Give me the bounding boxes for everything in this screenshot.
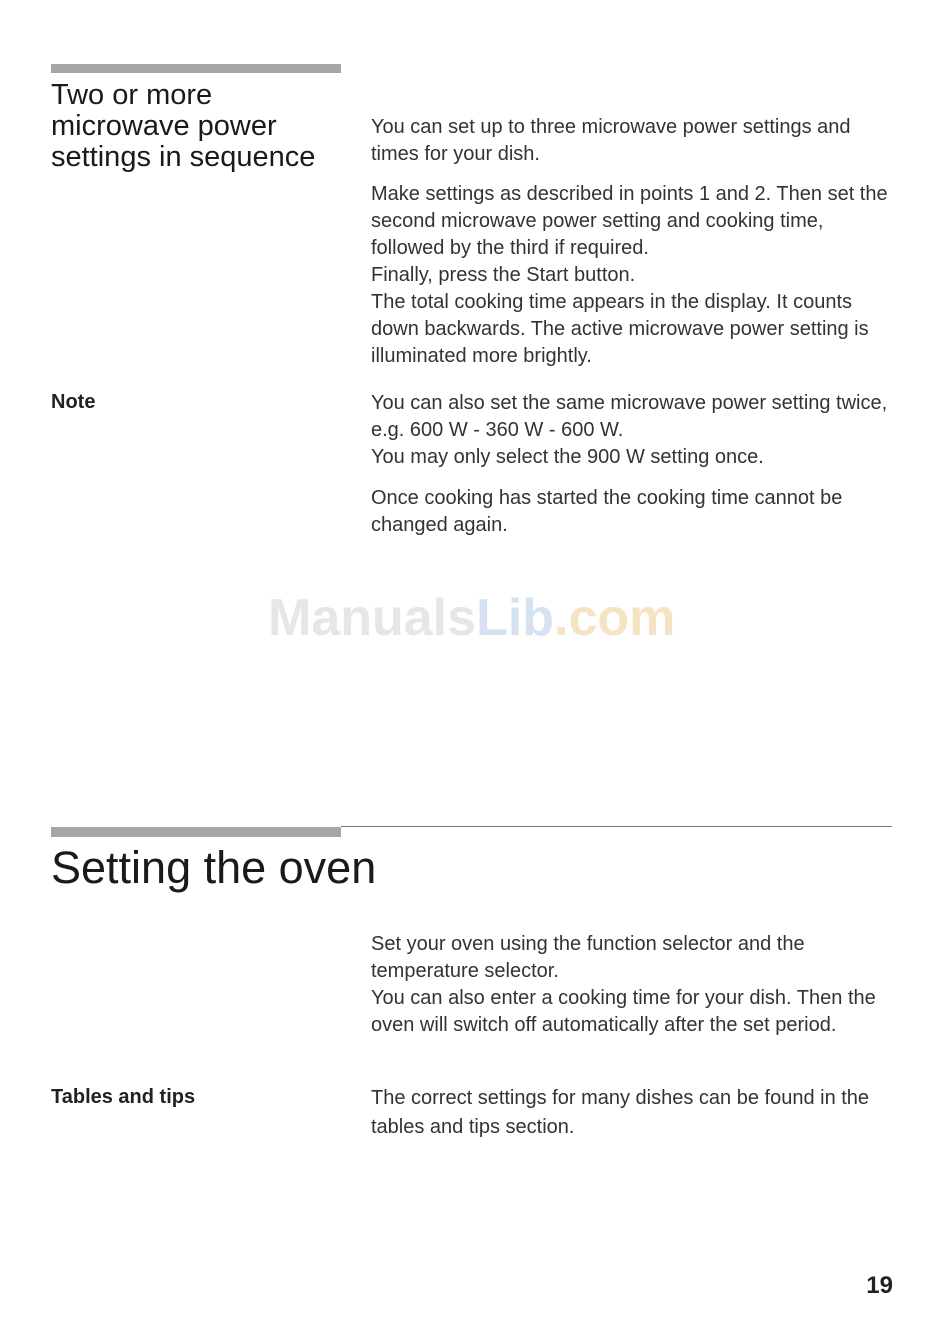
paragraph: The total cooking time appears in the display. It counts down backwards. The active microwave power setting is illuminated more brightly. (371, 291, 869, 367)
paragraph: You can set up to three microwave power settings and times for your dish. (371, 116, 851, 165)
paragraph: You may only select the 900 W setting once. (371, 446, 764, 468)
section-bar-top (51, 64, 341, 73)
paragraph: The correct settings for many dishes can be found in the tables and tips section. (371, 1087, 870, 1138)
section-heading-microwave-sequence: Two or more microwave power settings in sequence (51, 79, 316, 173)
section-body-microwave-sequence (371, 114, 896, 370)
page-number: 19 (866, 1272, 893, 1299)
section-rule-oven (341, 826, 892, 827)
paragraph: Make settings as described in points 1 and 2. Then set the second microwave power setting and cooking time, followed by the third if required. (371, 183, 888, 259)
tables-tips-body (371, 1084, 896, 1142)
note-label: Note (51, 391, 96, 413)
section-bar-oven (51, 827, 341, 837)
watermark-part: Manuals (268, 589, 477, 647)
paragraph: Once cooking has started the cooking time cannot be changed again. (371, 487, 843, 536)
paragraph: You can also enter a cooking time for your dish. Then the oven will switch off automatically after the set period. (371, 987, 876, 1036)
tables-tips-label: Tables and tips (51, 1086, 196, 1108)
watermark-part: .com (554, 589, 676, 647)
paragraph: You can also set the same microwave power setting twice, e.g. 600 W - 360 W - 600 W. (371, 392, 888, 441)
page-title: Setting the oven (51, 842, 377, 893)
paragraph: Finally, press the Start button. (371, 264, 636, 286)
watermark-part: Lib (476, 589, 555, 647)
oven-body (371, 931, 896, 1039)
note-body (371, 390, 896, 539)
watermark-logo (268, 588, 675, 648)
paragraph: Set your oven using the function selector and the temperature selector. (371, 933, 805, 982)
